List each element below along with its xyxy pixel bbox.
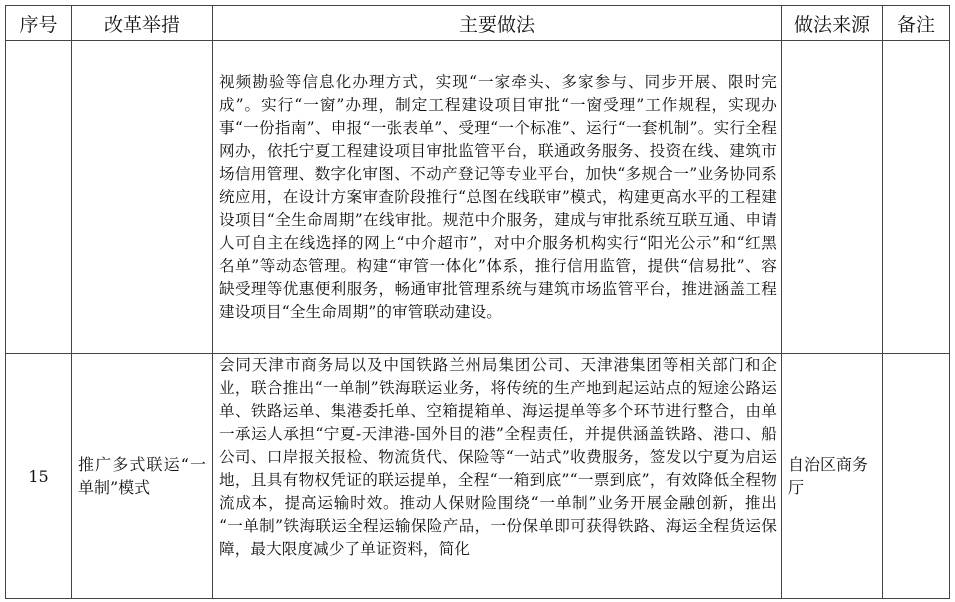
table-row: [6, 354, 950, 599]
header-source: 做法来源: [782, 6, 883, 41]
table-row: [6, 41, 950, 354]
source-cell: [782, 41, 883, 354]
note-cell: [883, 354, 950, 599]
reform-cell: [72, 41, 213, 354]
header-seq: 序号: [6, 6, 72, 41]
header-reform: 改革举措: [72, 6, 213, 41]
header-row: [6, 6, 950, 41]
reform-cell: 推广多式联运“一单制”模式: [72, 354, 213, 599]
practice-cell: 视频勘验等信息化办理方式，实现“一家牵头、多家参与、同步开展、限时完成”。实行“一窗”办理，制定工程建设项目审批“一窗受理”工作规程，实现办事“一份指南”、申报“一张表单”、受理“一个标准”、运行“一套机制”。实行全程网办，依托宁夏工程建设项目审批监管平台，联通政务服务、投资在线、建筑市场信用管理、数字化审图、不动产登记等专业平台，加快“多规合一”业务协同系统应用，在设计方案审查阶段推行“总图在线联审”模式，构建更高水平的工程建设项目“全生命周期”在线审批。规范中介服务，建成与审批系统互联互通、申请人可自主在线选择的网上“中介超市”，对中介服务机构实行“阳光公示”和“红黑名单”等动态管理。构建“审管一体化”体系，推行信用监管，提供“信易批”、容缺受理等优惠便利服务，畅通审批管理系统与建筑市场监管平台，推进涵盖工程建设项目“全生命周期”的审管联动建设。: [213, 41, 782, 354]
practice-cell: 会同天津市商务局以及中国铁路兰州局集团公司、天津港集团等相关部门和企业，联合推出“一单制”铁海联运业务，将传统的生产地到起运站点的短途公路运单、铁路运单、集港委托单、空箱提箱单、海运提单等多个环节进行整合，由单一承运人承担“宁夏-天津港-国外目的港”全程责任，并提供涵盖铁路、港口、船公司、口岸报关报检、物流货代、保险等“一站式”收费服务，签发以宁夏为启运地，且具有物权凭证的联运提单，全程“一箱到底”“一票到底”，有效降低全程物流成本，提高运输时效。推动人保财险围绕“一单制”业务开展金融创新，推出 “一单制”铁海联运全程运输保险产品，一份保单即可获得铁路、海运全程货运保障，最大限度减少了单证资料，简化: [213, 354, 782, 599]
seq-cell: [6, 41, 72, 354]
source-cell: 自治区商务厅: [782, 354, 883, 599]
measures-table: [5, 5, 950, 599]
header-practice: 主要做法: [213, 6, 782, 41]
header-note: 备注: [883, 6, 950, 41]
note-cell: [883, 41, 950, 354]
seq-cell: 15: [6, 354, 72, 599]
